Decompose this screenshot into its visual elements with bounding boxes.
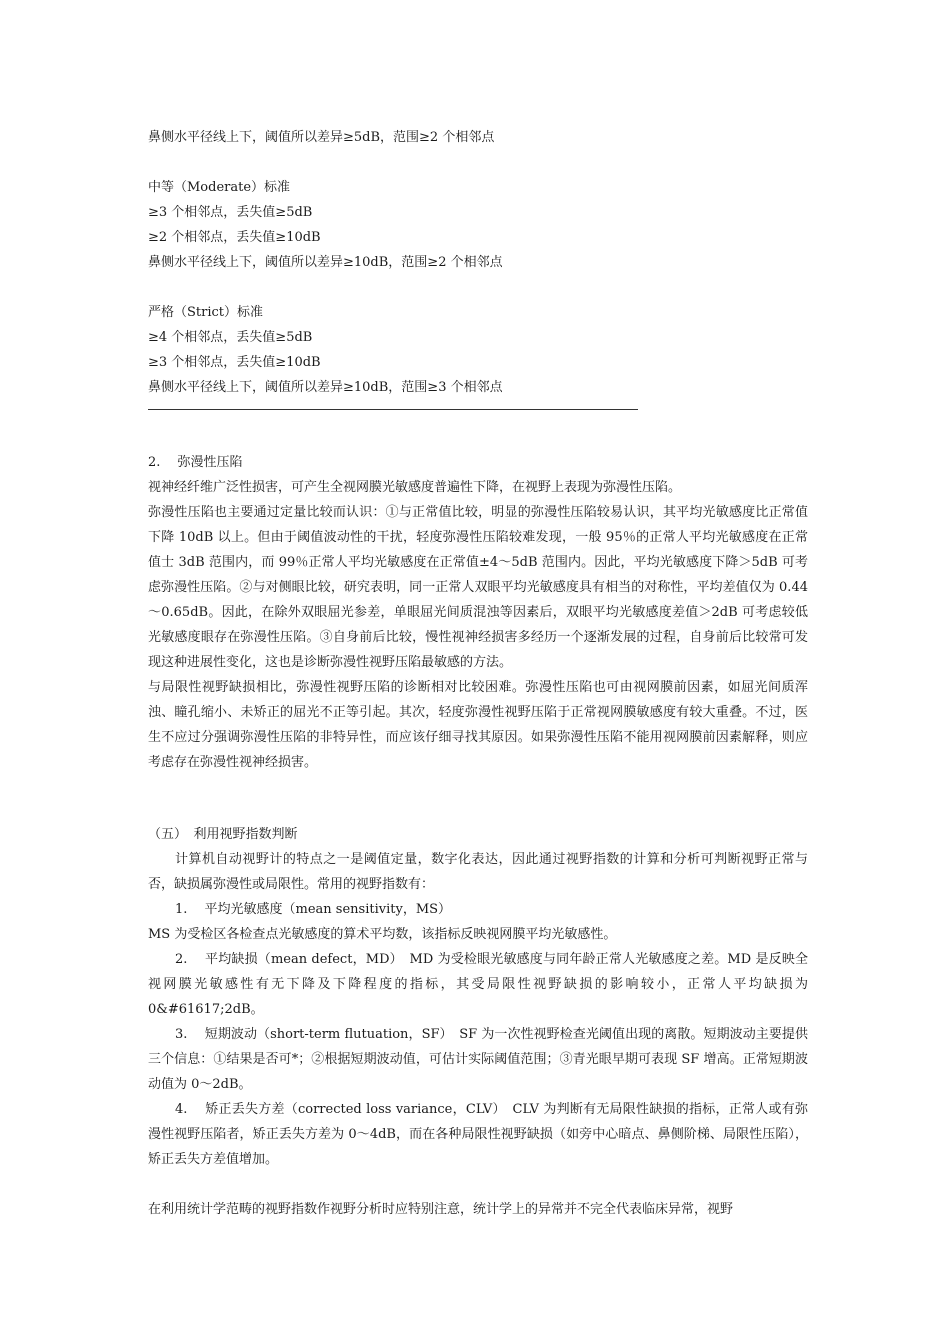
strict-line: ≥4 个相邻点，丢失值≥5dB: [148, 330, 313, 345]
indices-section: [148, 822, 808, 1222]
strict-line: ≥3 个相邻点，丢失值≥10dB: [148, 355, 321, 370]
moderate-line: 鼻侧水平径线上下，阈值所以差异≥10dB，范围≥2 个相邻点: [148, 255, 503, 270]
indices-intro: 计算机自动视野计的特点之一是阈值定量，数字化表达，因此通过视野指数的计算和分析可判断视野正常与否，缺损属弥漫性或局限性。常用的视野指数有：: [148, 852, 808, 892]
moderate-heading: 中等（Moderate）标准: [148, 180, 291, 195]
spacer: [148, 275, 808, 300]
diffuse-paragraph: 与局限性视野缺损相比，弥漫性视野压陷的诊断相对比较困难。弥漫性压陷也可由视网膜前因素，如屈光间质浑浊、瞳孔缩小、未矫正的屈光不正等引起。其次，轻度弥漫性视野压陷于正常视网膜敏感度有较大重叠。不过，医生不应过分强调弥漫性压陷的非特异性，而应该仔细寻找其原因。如果弥漫性压陷不能用视网膜前因素解释，则应考虑存在弥漫性视神经损害。: [148, 680, 808, 770]
diffuse-paragraph: 弥漫性压陷也主要通过定量比较而认识：①与正常值比较，明显的弥漫性压陷较易认识，其平均光敏感度比正常值下降 10dB 以上。但由于阈值波动性的干扰，轻度弥漫性压陷较难发现，一般 95％的正常人平均光敏感度在正常值士 3dB 范围内，而 99％正常人平均光敏感度在正常值±4～5dB 范围内。因此，平均光敏感度下降＞5dB 可考虑弥漫性压陷。②与对侧眼比较，研究表明，同一正常人双眼平均光敏感度具有相当的对称性，平均差值仅为 0.44～0.65dB。因此，在除外双眼屈光参差，单眼屈光间质混浊等因素后，双眼平均光敏感度差值＞2dB 可考虑较低光敏感度眼存在弥漫性压陷。③自身前后比较，慢性视神经损害多经历一个逐渐发展的过程，自身前后比较常可发现这种进展性变化，这也是诊断弥漫性视野压陷最敏感的方法。: [148, 505, 808, 670]
closing-text: 在利用统计学范畴的视野指数作视野分析时应特别注意，统计学上的异常并不完全代表临床异常，视野: [148, 1202, 734, 1217]
sf-text: 3. 短期波动（short-term flutuation，SF） SF 为一次性视野检查光阈值出现的离散。短期波动主要提供三个信息：①结果是否可*；②根据短期波动值，可估计实际阈值范围；③青光眼早期可表现 SF 增高。正常短期波动值为 0～2dB。: [148, 1027, 808, 1092]
diffuse-section: [148, 450, 808, 775]
diffuse-heading: 2. 弥漫性压陷: [148, 455, 243, 470]
strict-heading: 严格（Strict）标准: [148, 305, 264, 320]
horizontal-divider: [148, 409, 638, 410]
spacer: [148, 1172, 808, 1197]
criteria-section: [148, 125, 808, 400]
md-text: 2. 平均缺损（mean defect，MD） MD 为受检眼光敏感度与同年龄正常人光敏感度之差。MD 是反映全视网膜光敏感性有无下降及下降程度的指标，其受局限性视野缺损的影响较小，正常人平均缺损为 0&#61617;2dB。: [148, 952, 808, 1017]
strict-line: 鼻侧水平径线上下，阈值所以差异≥10dB，范围≥3 个相邻点: [148, 380, 503, 395]
clv-text: 4. 矫正丢失方差（corrected loss variance，CLV） CLV 为判断有无局限性缺损的指标，正常人或有弥漫性视野压陷者，矫正丢失方差为 0～4dB，而在各种局限性视野缺损（如旁中心暗点、鼻侧阶梯、局限性压陷），矫正丢失方差值增加。: [148, 1102, 808, 1167]
ms-heading: 1. 平均光敏感度（mean sensitivity，MS）: [175, 902, 452, 917]
indices-heading: （五） 利用视野指数判断: [148, 827, 298, 842]
diffuse-paragraph: 视神经纤维广泛性损害，可产生全视网膜光敏感度普遍性下降，在视野上表现为弥漫性压陷。: [148, 480, 682, 495]
criteria-line-top: 鼻侧水平径线上下，阈值所以差异≥5dB，范围≥2 个相邻点: [148, 130, 495, 145]
ms-text: MS 为受检区各检查点光敏感度的算术平均数，该指标反映视网膜平均光敏感性。: [148, 927, 617, 942]
moderate-line: ≥3 个相邻点，丢失值≥5dB: [148, 205, 313, 220]
spacer: [148, 150, 808, 175]
moderate-line: ≥2 个相邻点，丢失值≥10dB: [148, 230, 321, 245]
